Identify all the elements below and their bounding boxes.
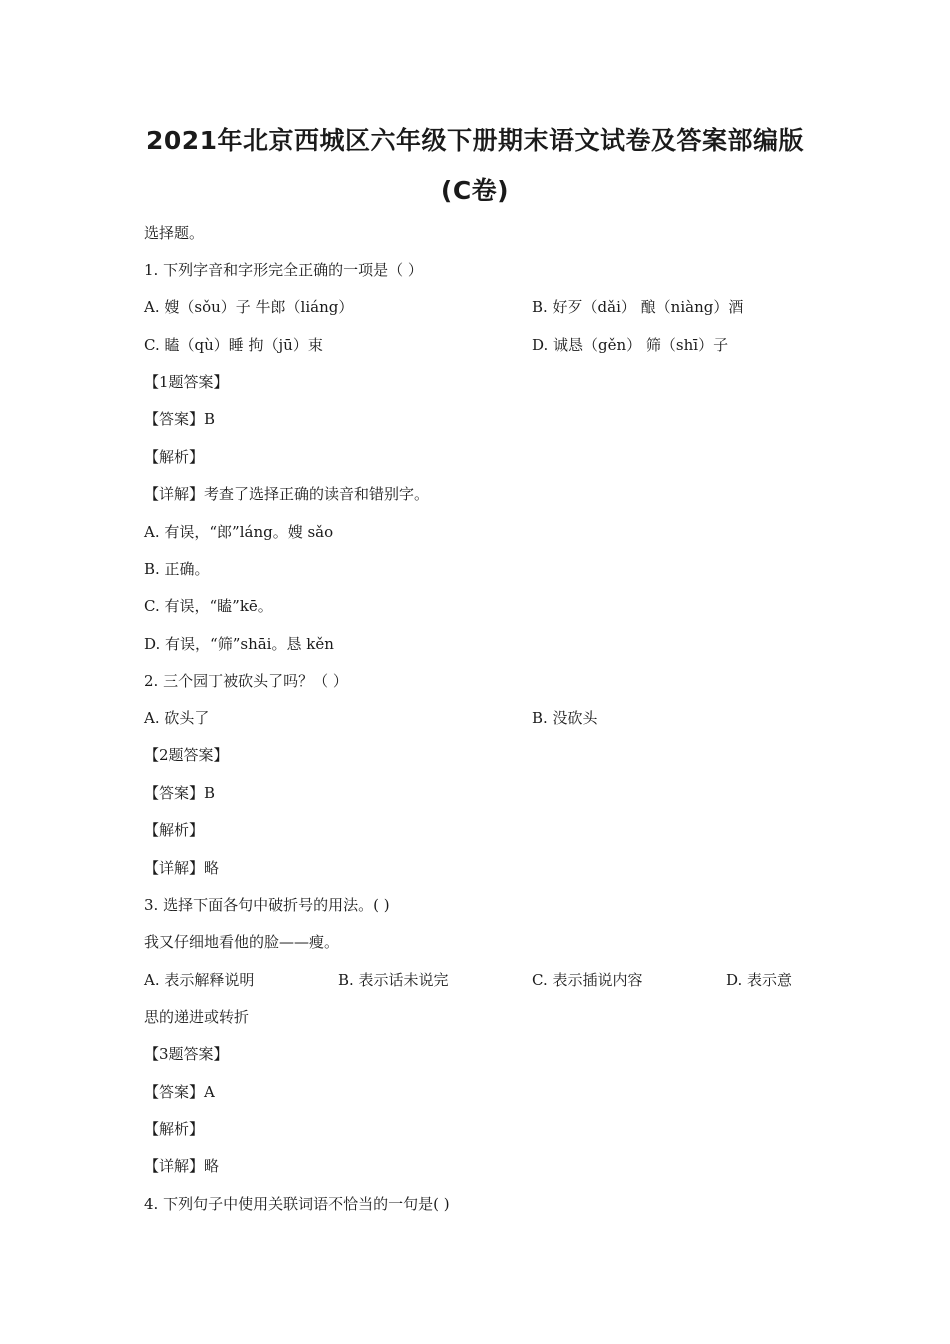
- question-1-option-b: B. 好歹（dǎi） 酿（niàng）酒: [532, 298, 744, 316]
- question-1-option-d: D. 诚恳（gěn） 筛（shī）子: [532, 336, 729, 354]
- question-3-sentence: 我又仔细地看他的脸——瘦。: [144, 933, 340, 951]
- question-1-note-a: A. 有误，“郎”láng。嫂 sǎo: [144, 523, 334, 541]
- question-3-option-c: C. 表示插说内容: [532, 971, 643, 989]
- page-title: 2021年北京西城区六年级下册期末语文试卷及答案部编版: [145, 126, 805, 155]
- question-3-stem: 3. 选择下面各句中破折号的用法。( ): [144, 896, 390, 914]
- question-2-option-b: B. 没砍头: [532, 709, 598, 727]
- question-1-option-a: A. 嫂（sǒu）子 牛郎（liáng）: [144, 298, 354, 316]
- question-1-note-b: B. 正确。: [144, 560, 210, 578]
- question-3-answer-header: 【3题答案】: [144, 1045, 229, 1063]
- question-1-analysis: 【解析】: [144, 448, 205, 466]
- question-2-detail: 【详解】略: [144, 859, 220, 877]
- question-1-option-c: C. 瞌（qù）睡 拘（jū）束: [144, 336, 323, 354]
- question-3-analysis: 【解析】: [144, 1120, 205, 1138]
- question-3-answer: 【答案】A: [144, 1083, 215, 1101]
- question-1-detail: 【详解】考查了选择正确的读音和错别字。: [144, 485, 430, 503]
- question-1-note-c: C. 有误，“瞌”kē。: [144, 597, 273, 615]
- question-2-analysis: 【解析】: [144, 821, 205, 839]
- question-2-stem: 2. 三个园丁被砍头了吗？（ ）: [144, 672, 348, 690]
- question-3-option-b: B. 表示话未说完: [338, 971, 449, 989]
- question-1-answer-header: 【1题答案】: [144, 373, 229, 391]
- page-subtitle: (C卷): [440, 176, 510, 205]
- question-3-detail: 【详解】略: [144, 1157, 220, 1175]
- question-3-option-d-continuation: 思的递进或转折: [144, 1008, 250, 1026]
- question-2-answer: 【答案】B: [144, 784, 216, 802]
- question-1-stem: 1. 下列字音和字形完全正确的一项是（ ）: [144, 261, 423, 279]
- question-2-option-a: A. 砍头了: [144, 709, 210, 727]
- section-heading: 选择题。: [144, 224, 205, 242]
- question-1-answer: 【答案】B: [144, 410, 216, 428]
- question-3-option-a: A. 表示解释说明: [144, 971, 255, 989]
- question-1-note-d: D. 有误，“筛”shāi。恳 kěn: [144, 635, 334, 653]
- question-2-answer-header: 【2题答案】: [144, 746, 229, 764]
- question-3-option-d: D. 表示意: [726, 971, 793, 989]
- question-4-stem: 4. 下列句子中使用关联词语不恰当的一句是( ): [144, 1195, 450, 1213]
